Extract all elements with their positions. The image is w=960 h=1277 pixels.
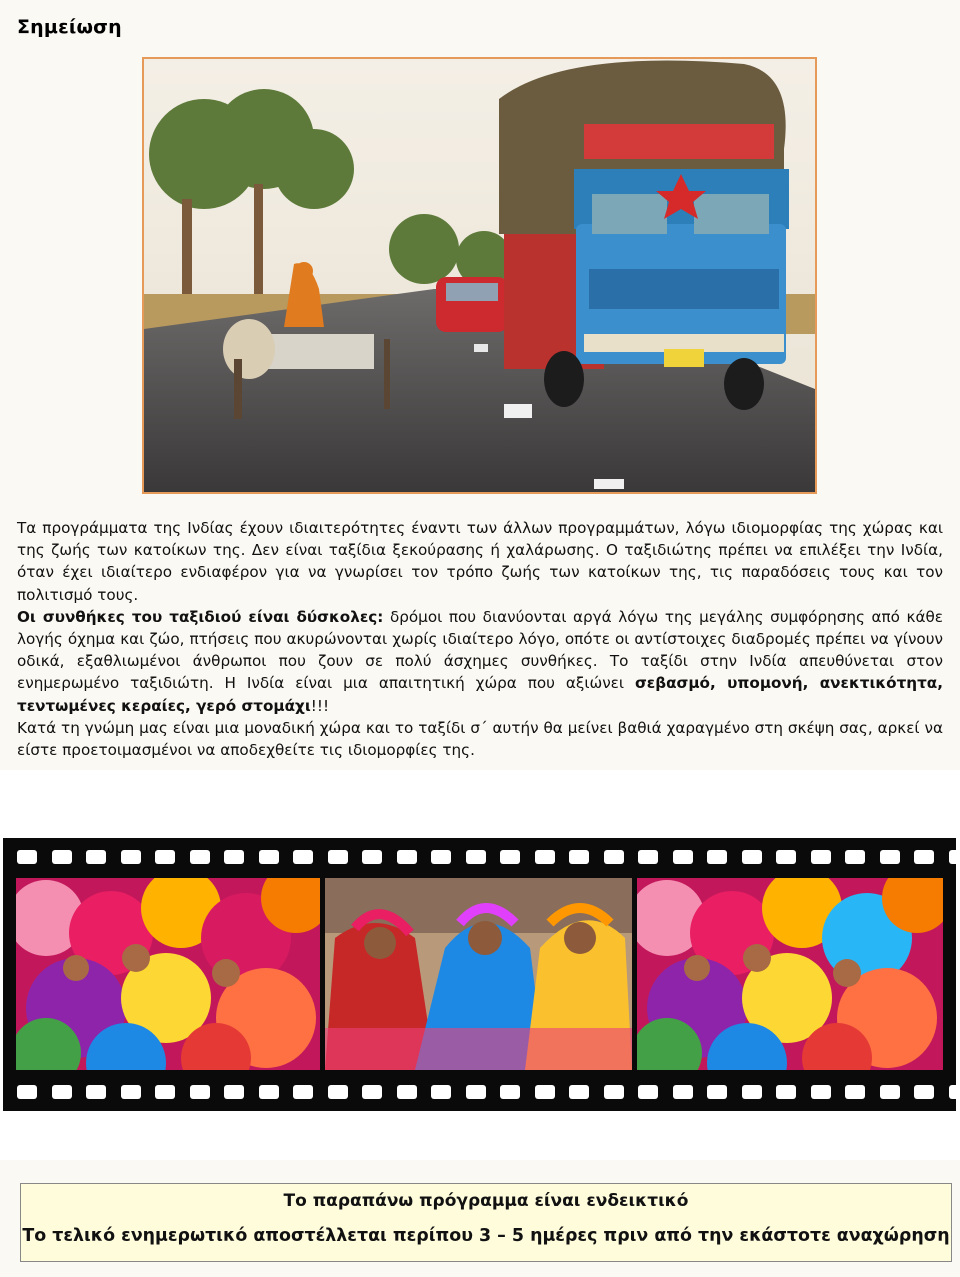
conditions-requirements: σεβασμό, υπομονή, ανεκτικότητα, τεντωμένες κεραίες, γερό στομάχι (17, 674, 943, 715)
film-frame-center (325, 878, 632, 1070)
sprocket-hole (638, 1085, 658, 1099)
body-text (17, 517, 943, 761)
sprocket-hole (328, 850, 348, 864)
sprocket-hole (466, 850, 486, 864)
sprocket-hole (845, 850, 865, 864)
sprocket-hole (535, 850, 555, 864)
sprocket-hole (17, 1085, 37, 1099)
sprocket-hole (86, 850, 106, 864)
sprocket-hole (707, 1085, 727, 1099)
sprocket-hole (431, 1085, 451, 1099)
page-title: Σημείωση (17, 16, 122, 38)
sprocket-hole (949, 1085, 957, 1099)
sprocket-hole (190, 1085, 210, 1099)
notice-indicative: Το παραπάνω πρόγραμμα είναι ενδεικτικό (283, 1191, 689, 1211)
sprocket-hole (293, 850, 313, 864)
paragraph-intro: Τα προγράμματα της Ινδίας έχουν ιδιαιτερότητες έναντι των άλλων προγραμμάτων, λόγω ιδιομορφίας της χώρας και της ζωής των κατοίκων της. Δεν είναι ταξίδια ξεκούρασης ή χαλάρωσης. Ο ταξιδιώτης πρέπει να επιλέξει την Ινδία, όταν έχει ιδιαίτερο ενδιαφέρον για να γνωρίσει τον τρόπο ζωής των κατοίκων της, τις παραδόσεις τους και τον πολιτισμό τους. (17, 519, 943, 604)
sprocket-hole (362, 850, 382, 864)
road-photo (142, 57, 817, 494)
sprocket-hole (535, 1085, 555, 1099)
conditions-heading: Οι συνθήκες του ταξιδιού είναι δύσκολες: (17, 607, 384, 626)
women-sitting-illustration (325, 878, 632, 1070)
sprocket-hole (121, 1085, 141, 1099)
sprocket-hole (673, 850, 693, 864)
sprocket-hole (776, 850, 796, 864)
sprocket-hole (604, 1085, 624, 1099)
conditions-exclamation: !!! (310, 696, 330, 715)
filmstrip (3, 838, 956, 1111)
sprocket-hole (811, 850, 831, 864)
sprocket-hole (638, 850, 658, 864)
notice-final-info: Το τελικό ενημερωτικό αποστέλλεται περίπου 3 – 5 ημέρες πριν από την εκάστοτε αναχώρηση (22, 1226, 950, 1246)
film-frame-left (16, 878, 320, 1070)
film-frame-right (637, 878, 943, 1070)
women-crowd-illustration-right (637, 878, 943, 1070)
sprocket-hole (880, 850, 900, 864)
sprocket-hole (52, 850, 72, 864)
sprocket-hole (569, 850, 589, 864)
sprocket-hole (776, 1085, 796, 1099)
sprocket-hole (224, 1085, 244, 1099)
sprocket-hole (17, 850, 37, 864)
sprocket-hole (466, 1085, 486, 1099)
sprocket-hole (742, 850, 762, 864)
sprocket-hole (328, 1085, 348, 1099)
sprocket-hole (742, 1085, 762, 1099)
sprocket-hole (397, 1085, 417, 1099)
sprocket-hole (914, 850, 934, 864)
sprocket-hole (52, 1085, 72, 1099)
sprocket-hole (500, 1085, 520, 1099)
sprocket-hole (811, 1085, 831, 1099)
sprocket-hole (500, 850, 520, 864)
sprocket-hole (569, 1085, 589, 1099)
sprocket-hole (880, 1085, 900, 1099)
sprocket-hole (155, 1085, 175, 1099)
sprocket-hole (914, 1085, 934, 1099)
sprocket-hole (604, 850, 624, 864)
sprocket-hole (362, 1085, 382, 1099)
paragraph-opinion: Κατά τη γνώμη μας είναι μια μοναδική χώρα και το ταξίδι σ΄ αυτήν θα μείνει βαθιά χαραγμένο στη σκέψη σας, αρκεί να είστε προετοιμασμένοι να αποδεχθείτε τις ιδιομορφίες της. (17, 718, 943, 760)
road-photo-illustration (144, 59, 815, 492)
sprocket-hole (431, 850, 451, 864)
sprocket-hole (673, 1085, 693, 1099)
sprocket-hole (293, 1085, 313, 1099)
sprocket-hole (707, 850, 727, 864)
sprocket-hole (845, 1085, 865, 1099)
sprocket-hole (259, 850, 279, 864)
sprocket-hole (190, 850, 210, 864)
sprocket-hole (259, 1085, 279, 1099)
sprocket-hole (86, 1085, 106, 1099)
sprocket-hole (949, 850, 957, 864)
sprocket-hole (155, 850, 175, 864)
notice-box (20, 1183, 952, 1262)
sprocket-hole (397, 850, 417, 864)
sprocket-hole (121, 850, 141, 864)
paragraph-conditions (17, 606, 943, 717)
conditions-text: δρόμοι που διανύονται αργά λόγω της μεγάλης συμφόρησης από κάθε λογής όχημα και ζώο, πτήσεις που ακυρώνονται χωρίς ιδιαίτερο λόγο, οπότε οι αντίστοιχες διαδρομές πρέπει να γίνουν οδικά, εξαθλιωμένοι άνθρωποι που ζουν σε πολύ άσχημες συνθήκες. Το ταξίδι στην Ινδία απευθύνεται στον ενημερωμένο ταξιδιώτη. Η Ινδία είναι μια απαιτητική χώρα που αξιώνει (17, 607, 943, 693)
sprocket-hole (224, 850, 244, 864)
women-crowd-illustration-left (16, 878, 320, 1070)
